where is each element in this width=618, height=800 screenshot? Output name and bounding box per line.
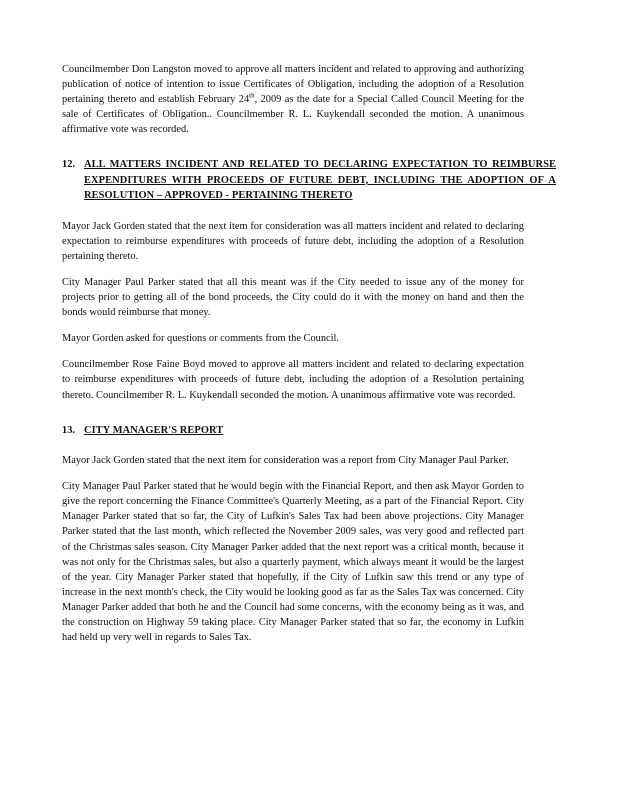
spacer xyxy=(62,320,556,331)
section-12 xyxy=(62,157,556,203)
section-12-heading: ALL MATTERS INCIDENT AND RELATED TO DECLARING EXPECTATION TO REIMBURSE EXPENDITURES WITH PROCEEDS OF FUTURE DEBT, INCLUDING THE ADOPTION OF A RESOLUTION – APPROVED - PERTAINING THERETO xyxy=(84,159,556,202)
paragraph-intro-text: Councilmember Don Langston moved to approve all matters incident and related to approving and authorizing publication of notice of intention to issue Certificates of Obligation, including the adoption of a Resolution pertaining thereto and establish February 24 xyxy=(62,64,524,106)
paragraph-13-1: Mayor Jack Gorden stated that the next item for consideration was a report from City Manager Paul Parker. xyxy=(62,455,509,467)
paragraph-12-4: Councilmember Rose Faine Boyd moved to approve all matters incident and related to declaring expectation to reimburse expenditures with proceeds of future debt, including the adoption of a Resolution pertaining thereto. Councilmember R. L. Kuykendall seconded the motion. A unanimous affirmative vote was recorded. xyxy=(62,359,524,401)
spacer xyxy=(62,346,556,357)
spacer xyxy=(62,438,556,453)
paragraph-12-2: City Manager Paul Parker stated that all this meant was if the City needed to issue any of the money for projects prior to getting all of the bond proceeds, the City could do it with the money on hand and then the bonds would reimburse that money. xyxy=(62,276,524,319)
paragraph-intro-ordinal: th xyxy=(249,91,255,100)
document-body xyxy=(62,62,556,645)
spacer xyxy=(62,468,556,479)
spacer xyxy=(62,403,556,421)
spacer xyxy=(62,204,556,219)
paragraph-13-2: City Manager Paul Parker stated that he would begin with the Financial Report, and then ask Mayor Gorden to give the report concerning the Finance Committee's Quarterly Meeting, as a part of the Financial Report. City Manager Parker stated that so far, the City of Lufkin's Sales Tax had been above projections. City Manager Parker stated that the last month, which reflected the November 2009 sales, was very good and reflected part of the Christmas sales season. City Manager Parker added that the next report was a critical month, because it was not only for the Christmas sales, but also a quarterly payment, which always meant it would be the largest of the year. City Manager Parker stated that hopefully, if the City of Lufkin saw this trend or any type of increase in the next month's check, the City would be looking good as far as the Sales Tax was concerned. City Manager Parker added that both he and the Council had some concerns, with the economy being as it was, and the construction on Highway 59 taking place. City Manager Parker stated that so far, the economy in Lufkin had held up very well in regards to Sales Tax. xyxy=(62,481,524,644)
paragraph-12-3: Mayor Gorden asked for questions or comments from the Council. xyxy=(62,333,340,345)
paragraph-intro-continued: , 2009 as the date for a Special Called Council Meeting for the sale of Certificates of Obligation.. Councilmember R. L. Kuykendall seconded the motion. A unanimous affirmative vote was recorded. xyxy=(62,94,524,136)
paragraph-12-1: Mayor Jack Gorden stated that the next item for consideration was all matters incident and related to declaring expectation to reimburse expenditures with proceeds of future debt, including the adoption of a Resolution pertaining thereto. xyxy=(62,220,524,262)
section-13-number: 13. xyxy=(62,424,75,436)
paragraph-intro xyxy=(62,62,524,137)
section-13 xyxy=(62,423,556,438)
spacer xyxy=(62,264,556,275)
section-13-heading: CITY MANAGER'S REPORT xyxy=(84,424,224,436)
section-12-number: 12. xyxy=(62,159,75,171)
spacer xyxy=(62,137,556,155)
